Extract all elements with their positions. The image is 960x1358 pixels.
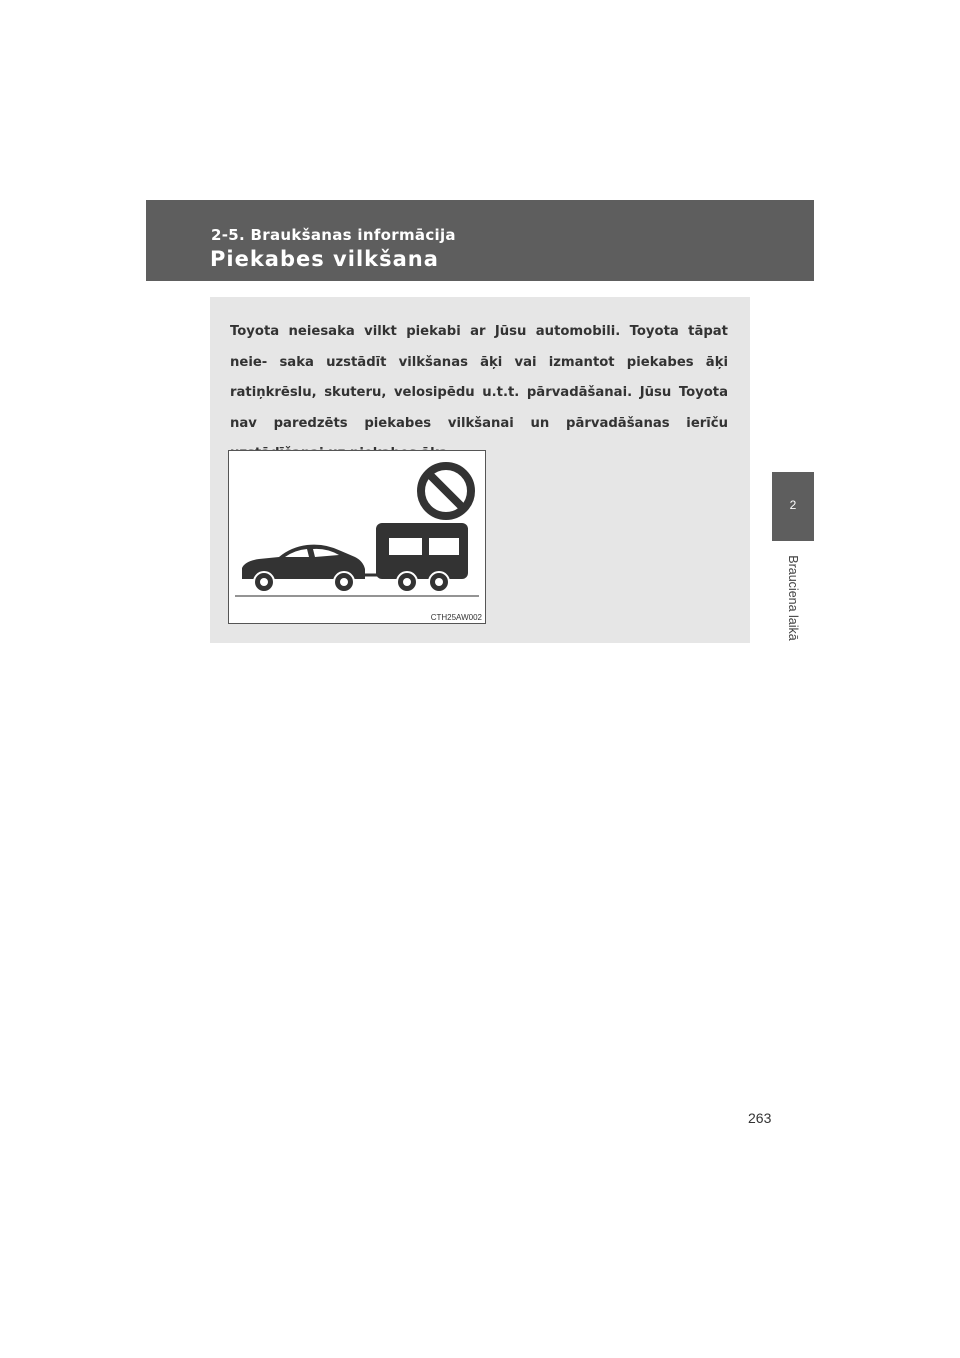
prohibition-icon [421, 466, 471, 516]
chapter-label: Brauciena laikā [786, 555, 800, 641]
page-title: Piekabes vilkšana [210, 247, 439, 271]
towing-illustration [228, 450, 486, 624]
content-box [210, 297, 750, 643]
chapter-header [146, 200, 814, 281]
body-paragraph: Toyota neiesaka vilkt piekabi ar Jūsu automobili. Toyota tāpat neie- saka uzstādīt vilkšanas āķi vai izmantot piekabes āķi ratiņkrēslu, skuteru, velosipēdu u.t.t. pārvadāšanai. Jūsu Toyota nav paredzēts piekabes vilkšanai un pārvadāšanas ierīču [230, 324, 728, 431]
section-heading: 2-5. Braukšanas informācija [211, 226, 456, 244]
page-number: 263 [748, 1110, 772, 1126]
chapter-number: 2 [789, 498, 797, 512]
figure-code: CTH25AW002 [430, 613, 482, 622]
chapter-tab[interactable] [772, 472, 814, 541]
car-towing-trailer-illustration [229, 451, 485, 623]
